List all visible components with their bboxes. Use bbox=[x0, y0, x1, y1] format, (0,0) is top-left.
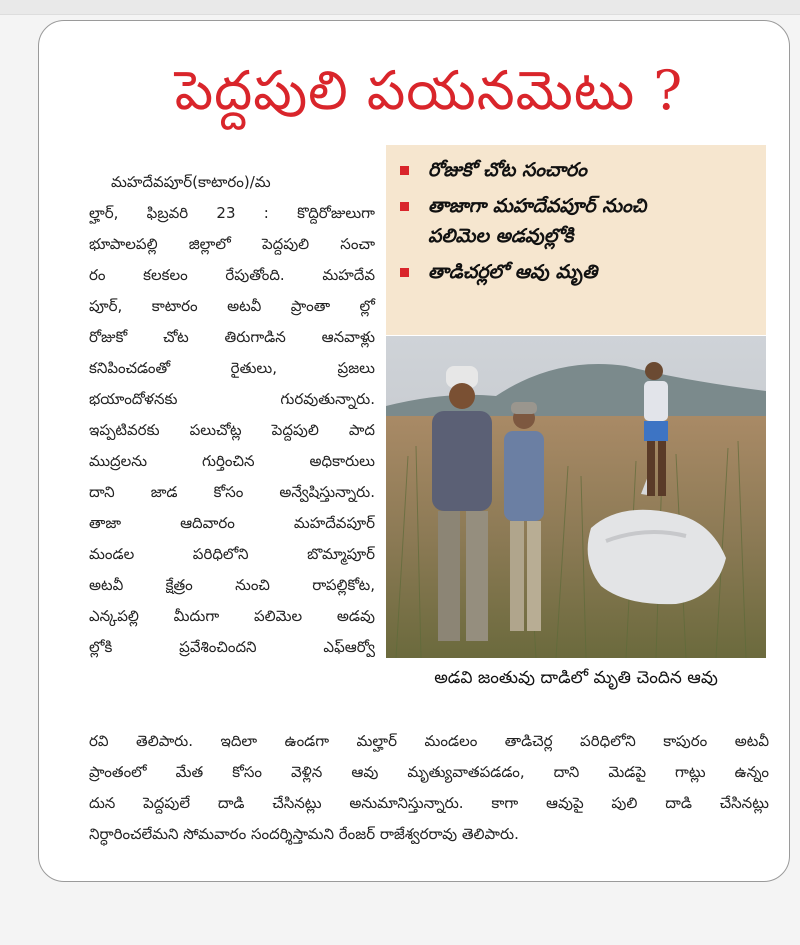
news-clipping bbox=[38, 20, 790, 882]
bullet-square-icon bbox=[400, 202, 409, 211]
photo-caption: అడవి జంతువు దాడిలో మృతి చెందిన ఆవు bbox=[434, 668, 718, 688]
highlight-text: తాజాగా మహదేవపూర్ నుంచి bbox=[428, 195, 647, 217]
text-line: మండల పరిధిలోని బొమ్మాపూర్ bbox=[89, 545, 375, 563]
article-full-width-text bbox=[89, 726, 769, 850]
text-line: నిర్ధారించలేమని సోమవారం సందర్శిస్తామని రేంజర్ రాజేశ్వరరావు తెలిపారు. bbox=[89, 825, 519, 843]
top-strip bbox=[0, 0, 800, 15]
article-column-text bbox=[89, 167, 375, 663]
highlight-text-continued: పలిమెల అడవుల్లోకి bbox=[428, 225, 574, 247]
text-line: కనిపించడంతో రైతులు, ప్రజలు bbox=[89, 359, 375, 377]
highlight-item bbox=[386, 257, 766, 287]
text-line: భూపాలపల్లి జిల్లాలో పెద్దపులి సంచా bbox=[89, 235, 375, 253]
text-line: ల్హార్, ఫిబ్రవరి 23 : కొద్దిరోజులుగా bbox=[89, 204, 375, 222]
text-line: భయాందోళనకు గురవుతున్నారు. bbox=[89, 390, 375, 408]
highlight-text: తాడిచర్లలో ఆవు మృతి bbox=[428, 261, 598, 283]
bullet-square-icon bbox=[400, 166, 409, 175]
highlight-text: రోజుకో చోట సంచారం bbox=[428, 159, 587, 181]
text-line: మహదేవపూర్(కాటారం)/మ bbox=[111, 173, 271, 191]
news-photo bbox=[386, 336, 766, 658]
text-line: ల్లోకి ప్రవేశించిందని ఎఫ్ఆర్వో bbox=[89, 638, 375, 656]
text-line: ఎన్కపల్లి మీదుగా పలిమెల అడవు bbox=[89, 607, 375, 625]
text-line: ప్రాంతంలో మేత కోసం వెళ్లిన ఆవు మృత్యువాతపడడం, దాని మెడపై గాట్లు ఉన్నం bbox=[89, 763, 769, 781]
bullet-square-icon bbox=[400, 268, 409, 277]
highlight-item bbox=[386, 155, 766, 185]
text-line: రవి తెలిపారు. ఇదిలా ఉండగా మల్హార్ మండలం తాడిచెర్ల పరిధిలోని కాపురం అటవీ bbox=[89, 732, 769, 750]
highlight-item bbox=[386, 191, 766, 251]
text-line: ఇప్పటివరకు పలుచోట్ల పెద్దపులి పాద bbox=[89, 421, 375, 439]
text-line: రం కలకలం రేపుతోంది. మహదేవ bbox=[89, 266, 375, 284]
text-line: పూర్, కాటారం అటవీ ప్రాంతా ల్లో bbox=[89, 297, 375, 315]
headline: పెద్దపులి పయనమెటు ? bbox=[174, 59, 684, 122]
highlights-box bbox=[386, 145, 766, 335]
text-line: రోజుకో చోట తిరుగాడిన ఆనవాళ్లు bbox=[89, 328, 375, 346]
text-line: ముద్రలను గుర్తించిన అధికారులు bbox=[89, 452, 375, 470]
text-line: అటవీ క్షేత్రం నుంచి రాపల్లికోట, bbox=[89, 576, 375, 594]
text-line: దున పెద్దపులే దాడి చేసినట్లు అనుమానిస్తున్నారు. కాగా ఆవుపై పులి దాడి చేసినట్లు bbox=[89, 794, 769, 812]
text-line: తాజా ఆదివారం మహదేవపూర్ bbox=[89, 514, 375, 532]
text-line: దాని జాడ కోసం అన్వేషిస్తున్నారు. bbox=[89, 483, 375, 501]
